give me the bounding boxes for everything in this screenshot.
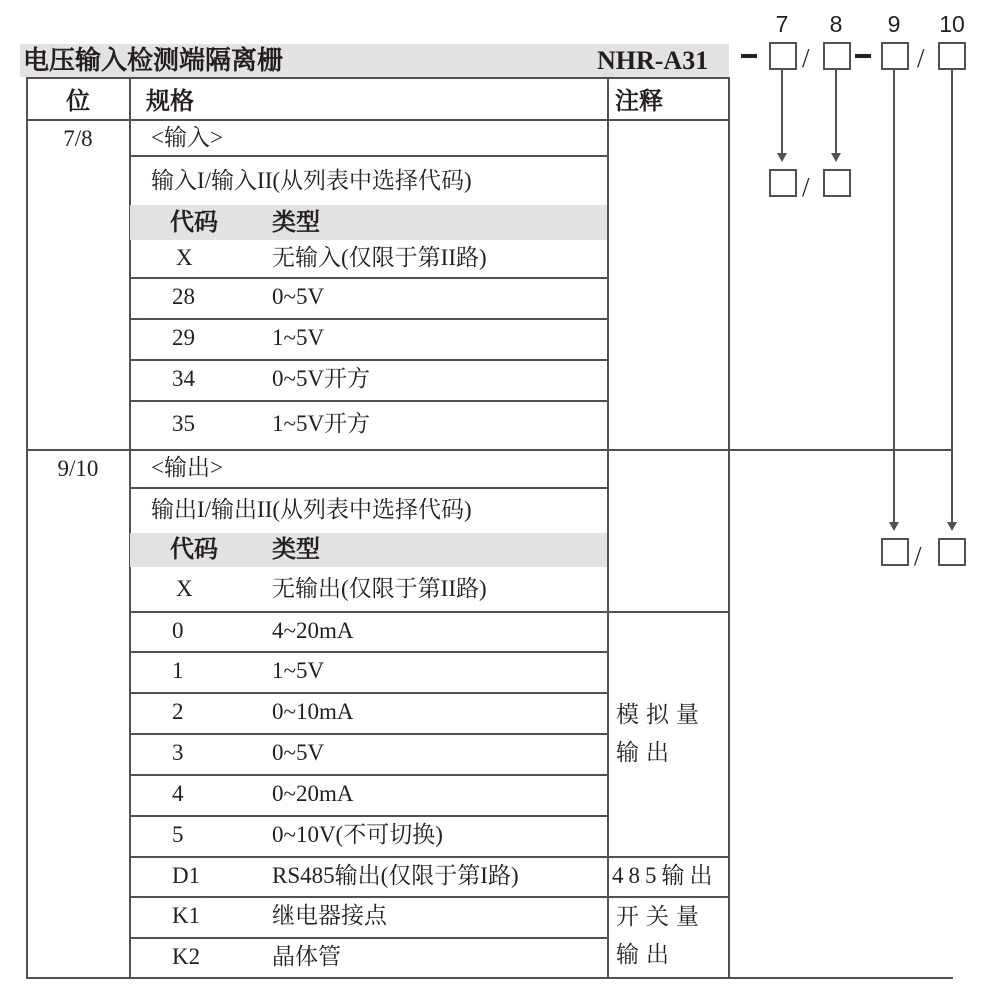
arrow-down-icon xyxy=(947,522,957,531)
dash-icon xyxy=(855,54,871,58)
slash-icon: / xyxy=(917,43,925,73)
code-cell: X xyxy=(176,576,193,601)
code-cell: 5 xyxy=(172,822,184,847)
code-cell: 29 xyxy=(172,325,195,350)
row-divider xyxy=(129,733,609,735)
arrow-line-7 xyxy=(781,70,783,154)
type-cell: 0~5V xyxy=(272,284,325,309)
row-divider xyxy=(129,856,730,858)
type-cell: RS485输出(仅限于第I路) xyxy=(272,863,519,888)
row-divider xyxy=(129,487,609,489)
arrow-line-10 xyxy=(951,70,953,523)
code-box-9 xyxy=(881,42,909,70)
slash-icon: / xyxy=(914,541,922,571)
row-divider xyxy=(129,651,609,653)
code-box-7 xyxy=(769,42,797,70)
row-divider xyxy=(129,611,730,613)
code-cell: 1 xyxy=(172,658,184,683)
slash-icon: / xyxy=(802,172,810,202)
header-pos: 位 xyxy=(66,89,90,115)
row-divider xyxy=(129,774,609,776)
dash-icon xyxy=(741,54,757,58)
type-header-label: 类型 xyxy=(272,210,320,236)
row-divider xyxy=(129,277,609,279)
code-cell: K1 xyxy=(172,903,201,928)
digit-7: 7 xyxy=(775,11,789,37)
type-cell: 无输入(仅限于第II路) xyxy=(272,245,487,270)
type-cell: 0~10V(不可切换) xyxy=(272,822,443,847)
code-box-8 xyxy=(823,42,851,70)
type-cell: 0~10mA xyxy=(272,699,354,724)
digit-9: 9 xyxy=(887,11,901,37)
code-cell: 34 xyxy=(172,366,195,391)
arrow-line-8 xyxy=(835,70,837,154)
note-485-output: 485输出 xyxy=(612,863,718,888)
table-border-bottom xyxy=(26,977,953,979)
section-divider xyxy=(26,449,953,451)
row-divider xyxy=(129,815,609,817)
type-cell: 4~20mA xyxy=(272,618,354,643)
output-title: <输出> xyxy=(151,455,223,480)
column-divider-note xyxy=(607,77,609,979)
table-border-right xyxy=(728,77,730,979)
output-subtitle: 输出I/输出II(从列表中选择代码) xyxy=(151,497,472,522)
type-cell: 0~5V开方 xyxy=(272,366,371,391)
input-code-box-II xyxy=(823,169,851,197)
section-pos-910: 9/10 xyxy=(57,456,99,481)
code-cell: 35 xyxy=(172,411,195,436)
digit-8: 8 xyxy=(829,11,843,37)
row-divider xyxy=(129,937,609,939)
row-divider xyxy=(129,318,609,320)
row-divider xyxy=(129,400,609,402)
input-subtitle: 输入I/输入II(从列表中选择代码) xyxy=(151,168,472,193)
code-header-label: 代码 xyxy=(170,537,218,563)
row-divider xyxy=(129,155,609,157)
type-cell: 1~5V xyxy=(272,658,325,683)
input-code-box-I xyxy=(769,169,797,197)
type-cell: 无输出(仅限于第II路) xyxy=(272,576,487,601)
code-cell: 4 xyxy=(172,781,184,806)
code-cell: K2 xyxy=(172,944,201,969)
code-box-10 xyxy=(938,42,966,70)
type-cell: 1~5V开方 xyxy=(272,411,371,436)
digit-10: 10 xyxy=(939,11,965,37)
page-title: 电压输入检测端隔离栅 xyxy=(23,46,284,75)
type-cell: 晶体管 xyxy=(272,944,341,969)
code-cell: 0 xyxy=(172,618,184,643)
header-spec: 规格 xyxy=(146,89,194,115)
arrow-line-9 xyxy=(893,70,895,523)
section-pos-78: 7/8 xyxy=(63,126,93,151)
table-border-left xyxy=(26,77,28,979)
slash-icon: / xyxy=(802,43,810,73)
row-divider xyxy=(129,692,609,694)
code-cell: 28 xyxy=(172,284,195,309)
note-switch-output: 开关量输出 xyxy=(616,904,706,967)
output-code-box-II xyxy=(938,538,966,566)
code-cell: D1 xyxy=(172,863,201,888)
model-number: NHR-A31 xyxy=(597,46,709,75)
header-note: 注释 xyxy=(615,89,663,115)
row-divider xyxy=(129,359,609,361)
type-cell: 1~5V xyxy=(272,325,325,350)
table-border-top xyxy=(26,77,730,79)
input-title: <输入> xyxy=(151,125,223,150)
code-header-label: 代码 xyxy=(170,210,218,236)
code-cell: 3 xyxy=(172,740,184,765)
arrow-down-icon xyxy=(889,522,899,531)
type-cell: 继电器接点 xyxy=(272,903,387,928)
code-cell: 2 xyxy=(172,699,184,724)
output-code-box-I xyxy=(881,538,909,566)
arrow-down-icon xyxy=(831,153,841,162)
arrow-down-icon xyxy=(777,153,787,162)
header-divider xyxy=(26,119,730,121)
code-cell: X xyxy=(176,245,193,270)
type-cell: 0~20mA xyxy=(272,781,354,806)
type-cell: 0~5V xyxy=(272,740,325,765)
type-header-label: 类型 xyxy=(272,537,320,563)
note-analog-output: 模拟量输出 xyxy=(616,702,706,765)
